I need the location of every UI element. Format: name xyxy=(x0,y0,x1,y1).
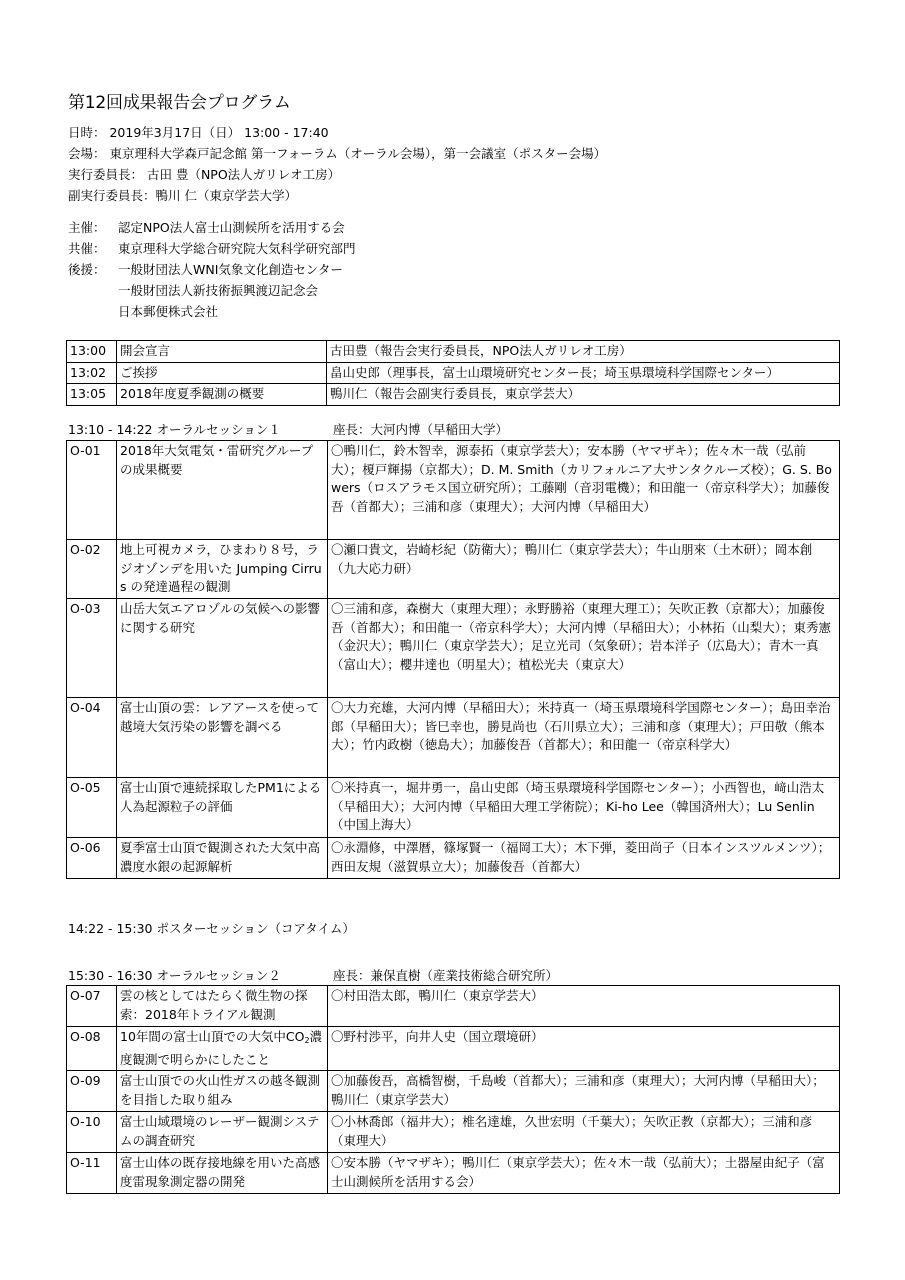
talk-id: O-05 xyxy=(67,778,117,838)
support-name: 一般財団法人新技術振興渡辺記念会 xyxy=(118,283,319,298)
support-name: 日本郵便株式会社 xyxy=(118,304,219,319)
talk-title: 夏季富士山頂で観測された大気中高濃度水銀の起源解析 xyxy=(117,838,328,879)
speaker-cell: 鴨川仁（報告会副実行委員長，東京学芸大） xyxy=(327,384,840,406)
time-cell: 13:00 xyxy=(67,341,117,363)
talk-authors: 〇米持真一，堀井勇一，畠山史郎（埼玉県環境科学国際センター）；小西智也，﨑山浩太（早稲田大）；大河内博（早稲田大理工学術院）；Ki-ho Lee（韓国済州大）；Lu Senlin（中国上海大） xyxy=(328,778,840,838)
talk-authors: 〇野村渉平，向井人史（国立環境研） xyxy=(328,1027,840,1071)
title-cell: 2018年度夏季観測の概要 xyxy=(117,384,327,406)
talk-title: 富士山頂の雲：レアアースを使って越境大気汚染の影響を調べる xyxy=(117,698,328,778)
talk-id: O-04 xyxy=(67,698,117,778)
talk-id: O-11 xyxy=(67,1153,117,1194)
talk-title-text: 10年間の富士山頂での大気中CO xyxy=(120,1029,305,1044)
table-row xyxy=(67,341,840,363)
organizer-cohost xyxy=(68,238,356,259)
cohost-label: 共催： xyxy=(68,241,106,256)
talk-title: 2018年大気電気・雷研究グループの成果概要 xyxy=(117,441,328,540)
table-row xyxy=(67,384,840,406)
talk-title: 富士山域環境のレーザー観測システムの調査研究 xyxy=(117,1112,328,1153)
talk-authors: 〇三浦和彦，森樹大（東理大理）；永野勝裕（東理大理工）；矢吹正教（京都大）；加藤俊吾（首都大）；和田龍一（帝京科学大）；大河内博（早稲田大）；小林拓（山梨大）；東秀憲（金沢大）；鴨川仁（東京学芸大）；足立光司（気象研）；岩本洋子（広島大）；青木一真（富山大）；櫻井達也（明星大）；植松光夫（東京大） xyxy=(328,599,840,698)
poster-session-header: 14:22 - 15:30 ポスターセッション（コアタイム） xyxy=(68,921,355,936)
talk-authors: 〇永淵修，中澤暦，篠塚賢一（福岡工大）；木下弾，菱田尚子（日本インスツルメンツ）；西田友規（滋賀県立大）；加藤俊吾（首都大） xyxy=(328,838,840,879)
talk-authors: 〇瀬口貴文，岩崎杉紀（防衛大）；鴨川仁（東京学芸大）；牛山朋來（土木研）；岡本創（九大応力研） xyxy=(328,540,840,599)
event-vice-chair: 副実行委員長：鴨川 仁（東京学芸大学） xyxy=(68,188,297,203)
talk-title: 雲の核としてはたらく微生物の探索：2018年トライアル観測 xyxy=(117,986,328,1027)
speaker-cell: 畠山史郎（理事長，富士山環境研究センター長；埼玉県環境科学国際センター） xyxy=(327,362,840,384)
table-row xyxy=(67,441,840,540)
talk-authors: 〇加藤俊吾，高橋智樹，千島峻（首都大）；三浦和彦（東理大）；大河内博（早稲田大）；鴨川仁（東京学芸大） xyxy=(328,1071,840,1112)
table-row xyxy=(67,1027,840,1071)
talk-authors: 〇鴨川仁，鈴木智幸，源泰拓（東京学芸大）；安本勝（ヤマザキ）；佐々木一哉（弘前大）；榎戸輝揚（京都大）；D. M. Smith（カリフォルニア大サンタクルーズ校）；G. S. Bowers（ロスアラモス国立研究所）；工藤剛（音羽電機）；和田龍一（帝京科学大）；加藤俊吾（首都大）；三浦和彦（東理大）；大河内博（早稲田大） xyxy=(328,441,840,540)
time-cell: 13:05 xyxy=(67,384,117,406)
talk-authors: 〇大力充雄，大河内博（早稲田大）；米持真一（埼玉県環境科学国際センター）；島田幸治郎（早稲田大）；皆巳幸也，勝見尚也（石川県立大）；三浦和彦（東理大）；戸田敬（熊本大）；竹内政樹（徳島大）；加藤俊吾（首都大）；和田龍一（帝京科学大） xyxy=(328,698,840,778)
host-name: 認定NPO法人富士山測候所を活用する会 xyxy=(118,220,345,235)
talk-authors: 〇安本勝（ヤマザキ）；鴨川仁（東京学芸大）；佐々木一哉（弘前大）；土器屋由紀子（富士山測候所を活用する会） xyxy=(328,1153,840,1194)
talk-id: O-08 xyxy=(67,1027,117,1071)
talk-title-text: 濃度観測で明らかにしたこと xyxy=(120,1029,323,1067)
speaker-cell: 古田豊（報告会実行委員長，NPO法人ガリレオ工房） xyxy=(327,341,840,363)
event-venue: 会場： 東京理科大学森戸記念館 第一フォーラム（オーラル会場），第一会議室（ポスター会場） xyxy=(68,146,607,161)
talk-title: 富士山頂で連続採取したPM1による人為起源粒子の評価 xyxy=(117,778,328,838)
table-row xyxy=(67,778,840,838)
session1-header: 13:10 - 14:22 オーラルセッション１ xyxy=(68,422,281,437)
title-cell: 開会宣言 xyxy=(117,341,327,363)
talk-id: O-01 xyxy=(67,441,117,540)
organizers xyxy=(68,217,356,322)
cohost-name: 東京理科大学総合研究院大気科学研究部門 xyxy=(118,241,356,256)
session2-header: 15:30 - 16:30 オーラルセッション２ xyxy=(68,968,281,983)
talk-id: O-03 xyxy=(67,599,117,698)
session2-chair: 座長：兼保直樹（産業技術総合研究所） xyxy=(333,968,559,983)
talk-id: O-02 xyxy=(67,540,117,599)
opening-table xyxy=(66,340,840,406)
table-row xyxy=(67,698,840,778)
table-row xyxy=(67,986,840,1027)
table-row xyxy=(67,1153,840,1194)
talk-title: 山岳大気エアロゾルの気候への影響に関する研究 xyxy=(117,599,328,698)
organizer-support xyxy=(68,259,356,280)
talk-id: O-06 xyxy=(67,838,117,879)
talk-title: 富士山頂での火山性ガスの越冬観測を目指した取り組み xyxy=(117,1071,328,1112)
talk-title xyxy=(117,1027,328,1071)
talk-title: 地上可視カメラ，ひまわり８号，ラジオゾンデを用いた Jumping Cirrus の発達過程の観測 xyxy=(117,540,328,599)
table-row xyxy=(67,1071,840,1112)
co2-subscript: 2 xyxy=(304,1036,310,1045)
event-chair: 実行委員長： 古田 豊（NPO法人ガリレオ工房） xyxy=(68,167,341,182)
title-cell: ご挨拶 xyxy=(117,362,327,384)
talk-id: O-07 xyxy=(67,986,117,1027)
table-row xyxy=(67,1112,840,1153)
talk-authors: 〇村田浩太郎，鴨川仁（東京学芸大） xyxy=(328,986,840,1027)
support-label: 後援： xyxy=(68,262,106,277)
talk-id: O-09 xyxy=(67,1071,117,1112)
talk-id: O-10 xyxy=(67,1112,117,1153)
table-row xyxy=(67,362,840,384)
table-row xyxy=(67,599,840,698)
table-row xyxy=(67,838,840,879)
organizer-host xyxy=(68,217,356,238)
time-cell: 13:02 xyxy=(67,362,117,384)
session1-table xyxy=(66,440,840,879)
event-datetime: 日時： 2019年3月17日（日） 13:00 - 17:40 xyxy=(68,125,329,140)
talk-authors: 〇小林喬郎（福井大）；椎名達雄，久世宏明（千葉大）；矢吹正教（京都大）；三浦和彦（東理大） xyxy=(328,1112,840,1153)
table-row xyxy=(67,540,840,599)
event-info xyxy=(68,122,606,206)
session2-table xyxy=(66,985,840,1194)
support-name: 一般財団法人WNI気象文化創造センター xyxy=(118,262,343,277)
host-label: 主催： xyxy=(68,220,106,235)
session1-chair: 座長：大河内博（早稲田大学） xyxy=(333,422,509,437)
page-title: 第12回成果報告会プログラム xyxy=(68,93,291,113)
talk-title: 富士山体の既存接地線を用いた高感度雷現象測定器の開発 xyxy=(117,1153,328,1194)
